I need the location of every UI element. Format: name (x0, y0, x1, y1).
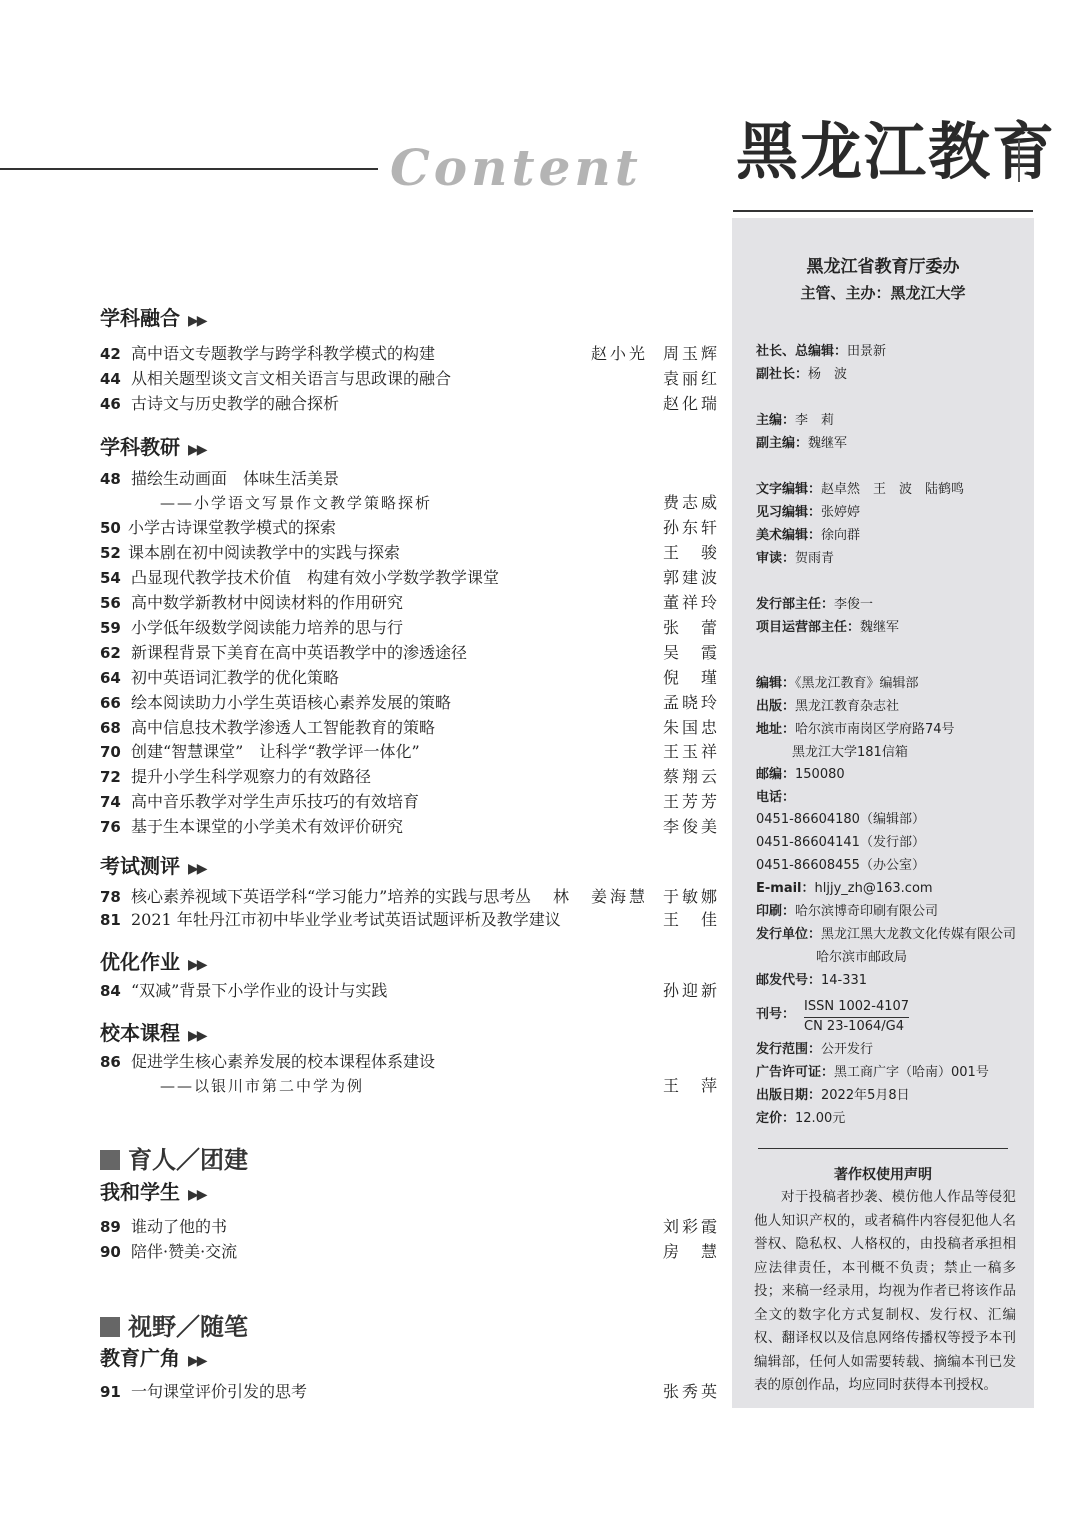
toc-entry[interactable]: 48 描绘生动画面 体味生活美景 (100, 469, 340, 488)
info-distributor: 发行单位：黑龙江黑大龙教文化传媒有限公司 (756, 927, 1017, 942)
staff-line: 社长、总编辑：田景新 (756, 344, 887, 359)
toc-entry[interactable]: 52 课本剧在初中阅读教学中的实践与探索 王 骏 (100, 543, 720, 562)
section-head-xueke-jiaoyan: 学科教研 ▶▶ (100, 435, 206, 459)
header-rule (0, 168, 378, 170)
toc-entry[interactable]: 74 高中音乐教学对学生声乐技巧的有效培育 王芳芳 (100, 792, 720, 811)
toc-subtitle: ——小学语文写景作文教学策略探析 (160, 494, 433, 512)
masthead-rule (733, 210, 1033, 212)
toc-entry[interactable]: 50 小学古诗课堂教学模式的探索 孙东轩 (100, 518, 720, 537)
toc-entry[interactable]: 91 一句课堂评价引发的思考 张秀英 (100, 1382, 720, 1401)
issn-number: ISSN 1002-4107 (804, 998, 909, 1018)
square-bullet-icon (100, 1150, 120, 1170)
staff-line: 审读：贺雨青 (756, 551, 835, 566)
big-head-shiye-suibi: 视野／随笔 (100, 1311, 248, 1343)
toc-subtitle: ——以银川市第二中学为例 (160, 1077, 365, 1095)
section-head-xueke-ronghe: 学科融合 ▶▶ (100, 306, 206, 330)
info-phone: 0451-86604180（编辑部） (756, 812, 925, 827)
masthead-title: 黑龙江教育 (736, 115, 1057, 188)
toc-entry[interactable]: 54 凸显现代教学技术价值 构建有效小学数学教学课堂 郭建波 (100, 568, 720, 587)
toc-entry[interactable]: 66 绘本阅读助力小学生英语核心素养发展的策略 孟晓玲 (100, 693, 720, 712)
toc-entry[interactable]: 46 古诗文与历史教学的融合探析 赵化瑞 (100, 394, 720, 413)
info-printer: 印刷：哈尔滨博奇印刷有限公司 (756, 904, 939, 919)
info-address: 地址：哈尔滨市南岗区学府路74号 (756, 722, 955, 737)
info-distributor-line2: 哈尔滨市邮政局 (816, 950, 908, 965)
toc-entry[interactable]: 44 从相关题型谈文言文相关语言与思政课的融合 袁丽红 (100, 369, 720, 388)
sponsor-org: 黑龙江省教育厅委办 (806, 257, 960, 277)
section-head-kaoshi-ceping: 考试测评 ▶▶ (100, 854, 206, 878)
big-head-yuren-tuanjian: 育人／团建 (100, 1144, 248, 1176)
copyright-rule (758, 1148, 1008, 1149)
info-journal-numbers (804, 998, 909, 1036)
toc-entry[interactable]: 70 创建“智慧课堂” 让科学“教学评一体化” 王玉祥 (100, 742, 720, 761)
staff-line: 项目运营部主任：魏继军 (756, 620, 900, 635)
info-pub-date: 出版日期：2022年5月8日 (756, 1088, 910, 1103)
info-phone: 0451-86608455（办公室） (756, 858, 925, 873)
masthead-sidebar (732, 218, 1034, 1408)
content-heading: Content (390, 138, 642, 197)
info-price: 定价：12.00元 (756, 1111, 846, 1126)
toc-entry-author: 费志威 (662, 493, 720, 512)
info-postcode: 邮编：150080 (756, 767, 845, 782)
copyright-title: 著作权使用声明 (834, 1167, 932, 1183)
staff-line: 副主编：魏继军 (756, 436, 848, 451)
info-phone-label: 电话： (756, 790, 796, 805)
copyright-body: 对于投稿者抄袭、模仿他人作品等侵犯他人知识产权的，或者稿件内容侵犯他人名誉权、隐私权、人格权的，由投稿者承担相应法律责任，本刊概不负责；禁止一稿多投；来稿一经录用，均视为作者已将该作品全文的数字化方式复制权、发行权、汇编权、翻译权以及信息网络传播权等授予本刊编辑部，任何人如需要转载、摘编本刊已发表的原创作品，均应同时获得本刊授权。 (754, 1189, 1016, 1393)
toc-entry[interactable]: 64 初中英语词汇教学的优化策略 倪 瑾 (100, 668, 720, 687)
toc-entry[interactable]: 81 2021 年牡丹江市初中毕业学业考试英语试题评析及教学建议 王 佳 (100, 910, 720, 929)
info-postal-code: 邮发代号：14-331 (756, 973, 868, 988)
toc-entry[interactable]: 56 高中数学新教材中阅读材料的作用研究 董祥玲 (100, 593, 720, 612)
toc-entry[interactable]: 68 高中信息技术教学渗透人工智能教育的策略 朱国忠 (100, 718, 720, 737)
toc-entry[interactable]: 78 核心素养视域下英语学科“学习能力”培养的实践与思考 丛 林 姜海慧 于敏娜 (100, 887, 720, 906)
square-bullet-icon (100, 1317, 120, 1337)
staff-line: 发行部主任：李俊一 (756, 597, 874, 612)
staff-line: 见习编辑：张婷婷 (756, 505, 861, 520)
section-head-youhua-zuoye: 优化作业 ▶▶ (100, 950, 206, 974)
info-address-line2: 黑龙江大学181信箱 (792, 745, 908, 760)
toc-entry[interactable]: 76 基于生本课堂的小学美术有效评价研究 李俊美 (100, 817, 720, 836)
info-publisher: 出版：黑龙江教育杂志社 (756, 699, 900, 714)
info-journal-label: 刊号： (756, 1007, 796, 1022)
cn-number: CN 23-1064/G4 (804, 1019, 904, 1034)
toc-entry[interactable]: 89 谁动了他的书 刘彩霞 (100, 1217, 720, 1236)
toc-entry[interactable]: 86 促进学生核心素养发展的校本课程体系建设 (100, 1052, 436, 1071)
section-head-wo-he-xuesheng: 我和学生 ▶▶ (100, 1180, 206, 1204)
info-editor: 编辑：《黑龙江教育》编辑部 (756, 676, 919, 691)
toc-entry[interactable]: 84 “双减”背景下小学作业的设计与实践 孙迎新 (100, 981, 720, 1000)
toc-entry-author: 王 萍 (662, 1076, 720, 1095)
toc-entry[interactable]: 59 小学低年级数学阅读能力培养的思与行 张 蕾 (100, 618, 720, 637)
section-head-jiaoyu-guangjiao: 教育广角 ▶▶ (100, 1346, 206, 1370)
host-org: 主管、主办：黑龙江大学 (800, 284, 966, 302)
staff-line: 主编：李 莉 (756, 413, 835, 428)
toc-entry[interactable]: 62 新课程背景下美育在高中英语教学中的渗透途径 吴 霞 (100, 643, 720, 662)
masthead-seal (1018, 140, 1030, 182)
toc-entry[interactable]: 72 提升小学生科学观察力的有效路径 蔡翔云 (100, 767, 720, 786)
staff-line: 副社长：杨 波 (756, 367, 848, 382)
staff-line: 美术编辑：徐向群 (756, 528, 861, 543)
staff-line: 文字编辑：赵卓然 王 波 陆鹤鸣 (756, 482, 965, 497)
info-ad-license: 广告许可证：黑工商广字（哈南）001号 (756, 1065, 989, 1080)
info-email: E-mail：hljjy_zh@163.com (756, 881, 933, 896)
toc-entry[interactable]: 90 陪伴·赞美·交流 房 慧 (100, 1242, 720, 1261)
toc-entry[interactable]: 42 高中语文专题教学与跨学科教学模式的构建 赵小光 周玉辉 (100, 344, 720, 363)
info-phone: 0451-86604141（发行部） (756, 835, 925, 850)
section-head-xiaoben-kecheng: 校本课程 ▶▶ (100, 1021, 206, 1045)
info-scope: 发行范围：公开发行 (756, 1042, 874, 1057)
